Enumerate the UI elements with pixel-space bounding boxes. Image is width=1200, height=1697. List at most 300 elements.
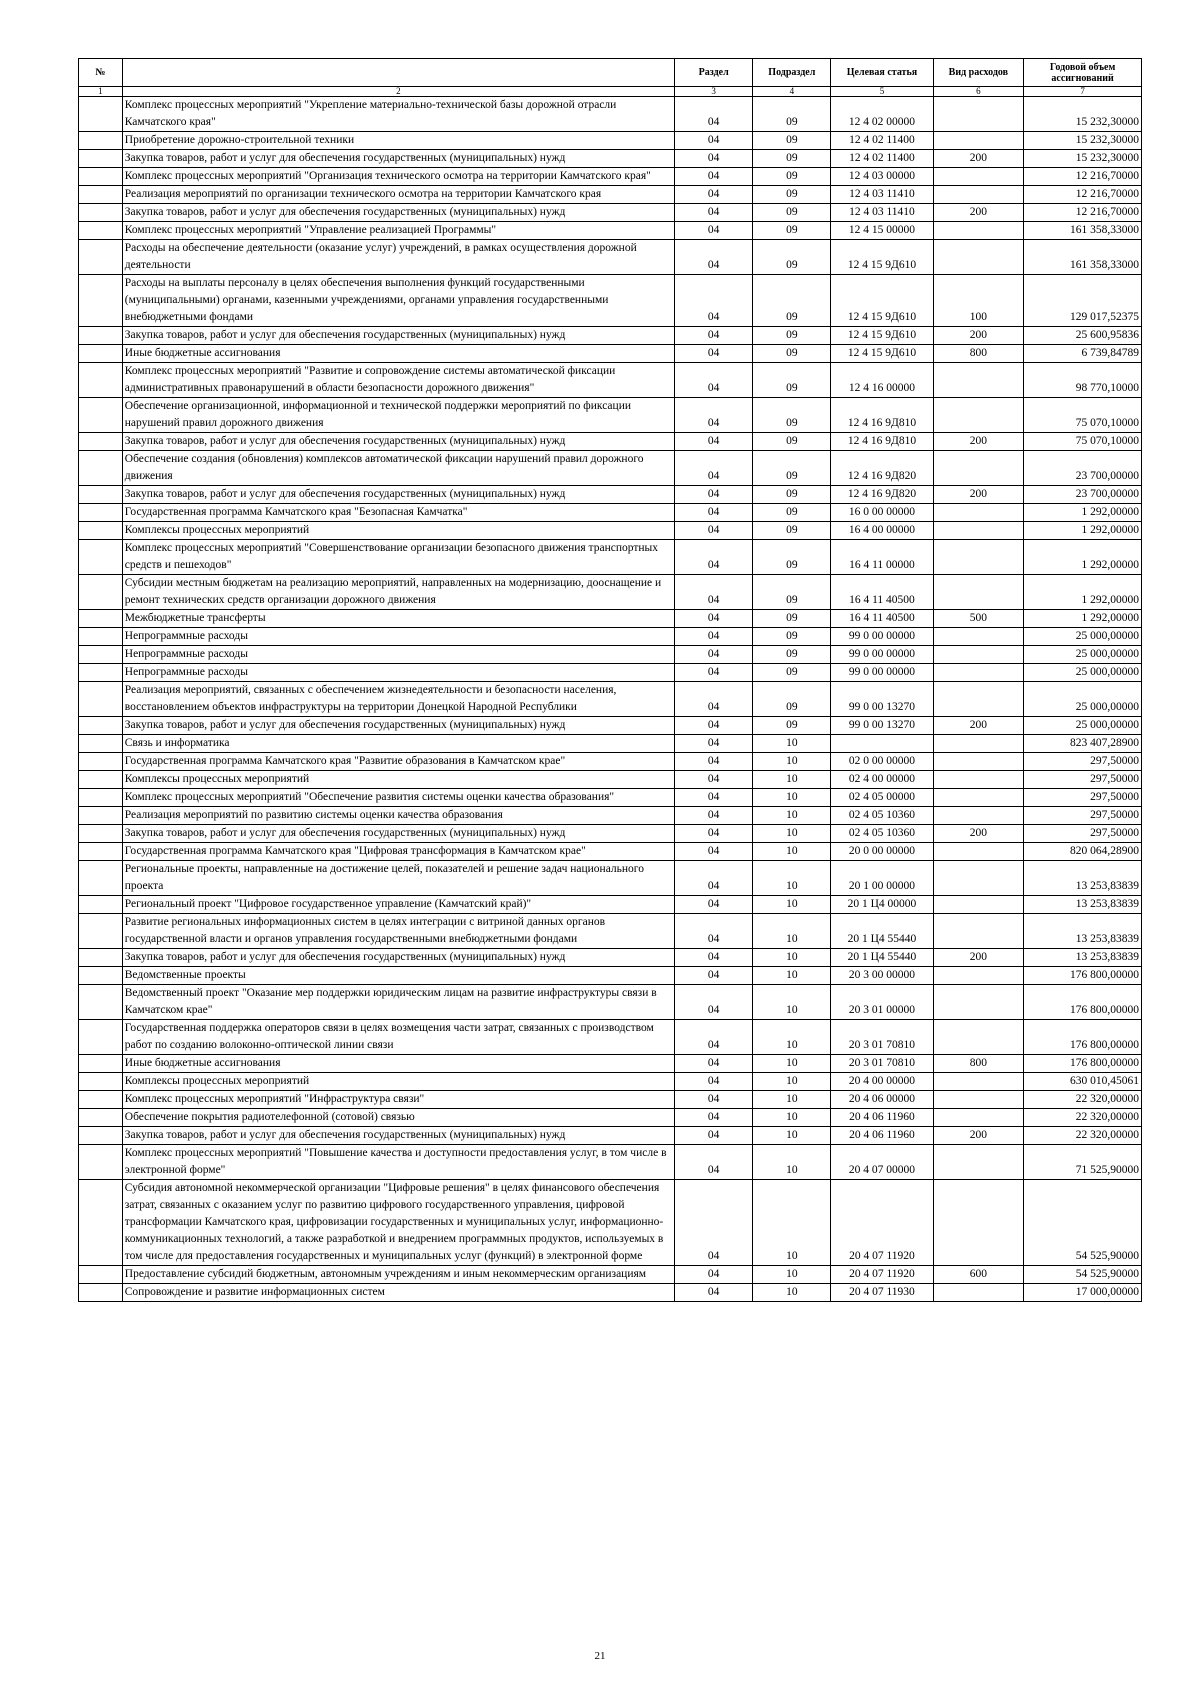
cell-target: 12 4 02 11400 (831, 150, 933, 168)
cell-name: Региональные проекты, направленные на достижение целей, показателей и решение задач национального проекта (122, 861, 674, 896)
cell-expense (933, 1073, 1024, 1091)
cell-name: Непрограммные расходы (122, 646, 674, 664)
cell-target: 12 4 02 00000 (831, 97, 933, 132)
cell-section: 04 (675, 825, 753, 843)
cell-num (79, 807, 123, 825)
table-row (79, 240, 1142, 275)
cell-name: Реализация мероприятий, связанных с обеспечением жизнедеятельности и безопасности населения, восстановлением объектов инфраструктуры на территории Донецкой Народной Республики (122, 682, 674, 717)
cell-amount: 129 017,52375 (1024, 275, 1142, 327)
cell-expense (933, 1109, 1024, 1127)
cell-name: Комплексы процессных мероприятий (122, 771, 674, 789)
cell-amount: 17 000,00000 (1024, 1284, 1142, 1302)
cell-section: 04 (675, 504, 753, 522)
cell-subsection: 10 (753, 1055, 831, 1073)
cell-amount: 1 292,00000 (1024, 540, 1142, 575)
cell-name: Развитие региональных информационных систем в целях интеграции с витриной данных органов государственной власти и органов управления государственными внебюджетными фондами (122, 914, 674, 949)
cell-num (79, 363, 123, 398)
cell-section: 04 (675, 914, 753, 949)
cell-name: Обеспечение создания (обновления) комплексов автоматической фиксации нарушений правил дорожного движения (122, 451, 674, 486)
cell-amount: 98 770,10000 (1024, 363, 1142, 398)
cell-name: Непрограммные расходы (122, 664, 674, 682)
cell-name: Закупка товаров, работ и услуг для обеспечения государственных (муниципальных) нужд (122, 486, 674, 504)
cell-num (79, 486, 123, 504)
cell-subsection: 09 (753, 486, 831, 504)
cell-section: 04 (675, 1055, 753, 1073)
cell-name: Непрограммные расходы (122, 628, 674, 646)
cell-name: Связь и информатика (122, 735, 674, 753)
cell-target: 20 4 07 11930 (831, 1284, 933, 1302)
table-row (79, 753, 1142, 771)
table-row (79, 1091, 1142, 1109)
cell-subsection: 10 (753, 1091, 831, 1109)
cell-section: 04 (675, 646, 753, 664)
cell-amount: 6 739,84789 (1024, 345, 1142, 363)
header-amount: Годовой объем ассигнований (1024, 59, 1142, 87)
cell-target: 20 1 00 00000 (831, 861, 933, 896)
cell-subsection: 09 (753, 433, 831, 451)
cell-num (79, 575, 123, 610)
cell-subsection: 09 (753, 168, 831, 186)
cell-num (79, 186, 123, 204)
cell-amount: 13 253,83839 (1024, 914, 1142, 949)
cell-amount: 161 358,33000 (1024, 222, 1142, 240)
cell-section: 04 (675, 186, 753, 204)
cell-num (79, 240, 123, 275)
cell-expense (933, 186, 1024, 204)
cell-name: Ведомственный проект "Оказание мер поддержки юридическим лицам на развитие инфраструктуры связи в Камчатском крае" (122, 985, 674, 1020)
cell-section: 04 (675, 398, 753, 433)
cell-expense (933, 682, 1024, 717)
table-row (79, 717, 1142, 735)
cell-num (79, 861, 123, 896)
cell-amount: 1 292,00000 (1024, 504, 1142, 522)
cell-amount: 176 800,00000 (1024, 967, 1142, 985)
table-row (79, 168, 1142, 186)
cell-section: 04 (675, 1266, 753, 1284)
cell-name: Расходы на обеспечение деятельности (оказание услуг) учреждений, в рамках осуществления дорожной деятельности (122, 240, 674, 275)
cell-name: Иные бюджетные ассигнования (122, 345, 674, 363)
cell-subsection: 09 (753, 664, 831, 682)
cell-name: Региональный проект "Цифровое государственное управление (Камчатский край)" (122, 896, 674, 914)
cell-subsection: 09 (753, 150, 831, 168)
cell-num (79, 327, 123, 345)
cell-expense: 200 (933, 327, 1024, 345)
cell-subsection: 10 (753, 789, 831, 807)
cell-amount: 297,50000 (1024, 789, 1142, 807)
header-expense: Вид расходов (933, 59, 1024, 87)
table-row (79, 861, 1142, 896)
table-row (79, 1073, 1142, 1091)
cell-amount: 297,50000 (1024, 807, 1142, 825)
cell-target: 99 0 00 00000 (831, 628, 933, 646)
cell-section: 04 (675, 522, 753, 540)
cell-amount: 13 253,83839 (1024, 896, 1142, 914)
cell-name: Сопровождение и развитие информационных систем (122, 1284, 674, 1302)
cell-num (79, 682, 123, 717)
header-section: Раздел (675, 59, 753, 87)
cell-target: 16 4 11 40500 (831, 610, 933, 628)
cell-expense: 200 (933, 486, 1024, 504)
table-row (79, 628, 1142, 646)
cell-section: 04 (675, 807, 753, 825)
cell-amount: 1 292,00000 (1024, 610, 1142, 628)
table-row (79, 843, 1142, 861)
cell-section: 04 (675, 628, 753, 646)
cell-subsection: 10 (753, 914, 831, 949)
cell-subsection: 09 (753, 97, 831, 132)
table-row (79, 735, 1142, 753)
cell-expense (933, 896, 1024, 914)
cell-section: 04 (675, 1091, 753, 1109)
page-number: 21 (594, 1650, 606, 1662)
cell-target: 20 3 01 70810 (831, 1055, 933, 1073)
cell-amount: 12 216,70000 (1024, 168, 1142, 186)
cell-subsection: 10 (753, 985, 831, 1020)
table-row (79, 222, 1142, 240)
cell-num (79, 150, 123, 168)
cell-target: 16 4 00 00000 (831, 522, 933, 540)
cell-name: Закупка товаров, работ и услуг для обеспечения государственных (муниципальных) нужд (122, 717, 674, 735)
cell-amount: 630 010,45061 (1024, 1073, 1142, 1091)
cell-section: 04 (675, 222, 753, 240)
cell-amount: 823 407,28900 (1024, 735, 1142, 753)
cell-subsection: 10 (753, 1073, 831, 1091)
cell-amount: 176 800,00000 (1024, 1055, 1142, 1073)
cell-amount: 176 800,00000 (1024, 1020, 1142, 1055)
cell-num (79, 1127, 123, 1145)
table-row (79, 914, 1142, 949)
cell-num (79, 398, 123, 433)
cell-expense (933, 628, 1024, 646)
table-row (79, 486, 1142, 504)
cell-expense (933, 771, 1024, 789)
header-name (122, 59, 674, 87)
cell-target: 02 4 00 00000 (831, 771, 933, 789)
cell-name: Государственная программа Камчатского края "Развитие образования в Камчатском крае" (122, 753, 674, 771)
cell-target: 12 4 03 11410 (831, 204, 933, 222)
cell-name: Комплексы процессных мероприятий (122, 522, 674, 540)
table-row (79, 610, 1142, 628)
cell-expense: 200 (933, 825, 1024, 843)
table-row (79, 363, 1142, 398)
cell-section: 04 (675, 204, 753, 222)
cell-num (79, 717, 123, 735)
cell-section: 04 (675, 1109, 753, 1127)
cell-section: 04 (675, 949, 753, 967)
table-row (79, 150, 1142, 168)
cell-section: 04 (675, 717, 753, 735)
table-row (79, 896, 1142, 914)
table-row (79, 433, 1142, 451)
cell-subsection: 10 (753, 771, 831, 789)
cell-target: 12 4 15 9Д610 (831, 240, 933, 275)
cell-name: Комплекс процессных мероприятий "Укрепление материально-технической базы дорожной отрасли Камчатского края" (122, 97, 674, 132)
cell-num (79, 1145, 123, 1180)
cell-amount: 297,50000 (1024, 771, 1142, 789)
cell-expense (933, 575, 1024, 610)
cell-expense (933, 97, 1024, 132)
cell-section: 04 (675, 1180, 753, 1266)
cell-expense (933, 168, 1024, 186)
cell-section: 04 (675, 896, 753, 914)
cell-expense: 200 (933, 949, 1024, 967)
cell-target: 20 1 Ц4 55440 (831, 949, 933, 967)
cell-name: Иные бюджетные ассигнования (122, 1055, 674, 1073)
cell-expense (933, 504, 1024, 522)
cell-num (79, 504, 123, 522)
cell-target: 12 4 16 9Д820 (831, 486, 933, 504)
table-row (79, 682, 1142, 717)
cell-name: Закупка товаров, работ и услуг для обеспечения государственных (муниципальных) нужд (122, 150, 674, 168)
cell-amount: 13 253,83839 (1024, 949, 1142, 967)
cell-amount: 12 216,70000 (1024, 204, 1142, 222)
cell-amount: 25 000,00000 (1024, 628, 1142, 646)
cell-name: Комплексы процессных мероприятий (122, 1073, 674, 1091)
cell-num (79, 1284, 123, 1302)
table-row (79, 1109, 1142, 1127)
cell-expense (933, 1091, 1024, 1109)
cell-subsection: 09 (753, 504, 831, 522)
cell-expense: 800 (933, 1055, 1024, 1073)
table-row (79, 1127, 1142, 1145)
cell-num (79, 204, 123, 222)
cell-subsection: 09 (753, 275, 831, 327)
cell-name: Субсидия автономной некоммерческой организации "Цифровые решения" в целях финансового обеспечения затрат, связанных с оказанием услуг по развитию цифрового государственного управления, цифровой трансформации Камчатского края, цифровизации государственных и муниципальных услуг, информационно-коммуникационных технологий, а также разработкой и внедрением программных продуктов, используемых в том числе для предоставления государственных и муниципальных услуг (функций) в электронной форме (122, 1180, 674, 1266)
cell-amount: 23 700,00000 (1024, 486, 1142, 504)
header-col-number: 3 (675, 87, 753, 97)
table-row (79, 540, 1142, 575)
cell-target: 12 4 15 9Д610 (831, 327, 933, 345)
cell-section: 04 (675, 735, 753, 753)
cell-subsection: 10 (753, 1145, 831, 1180)
cell-amount: 1 292,00000 (1024, 522, 1142, 540)
cell-name: Государственная программа Камчатского края "Цифровая трансформация в Камчатском крае" (122, 843, 674, 861)
cell-expense (933, 1284, 1024, 1302)
cell-amount: 1 292,00000 (1024, 575, 1142, 610)
header-col-number: 1 (79, 87, 123, 97)
cell-subsection: 09 (753, 610, 831, 628)
table-row (79, 504, 1142, 522)
cell-num (79, 771, 123, 789)
cell-section: 04 (675, 682, 753, 717)
cell-target: 16 0 00 00000 (831, 504, 933, 522)
table-row (79, 789, 1142, 807)
cell-target: 99 0 00 13270 (831, 682, 933, 717)
cell-subsection: 10 (753, 1127, 831, 1145)
cell-amount: 25 000,00000 (1024, 664, 1142, 682)
cell-num (79, 896, 123, 914)
cell-section: 04 (675, 753, 753, 771)
cell-target: 20 1 Ц4 00000 (831, 896, 933, 914)
cell-target: 20 4 00 00000 (831, 1073, 933, 1091)
cell-amount: 71 525,90000 (1024, 1145, 1142, 1180)
cell-name: Государственная программа Камчатского края "Безопасная Камчатка" (122, 504, 674, 522)
cell-section: 04 (675, 540, 753, 575)
cell-subsection: 09 (753, 628, 831, 646)
header-col-number: 7 (1024, 87, 1142, 97)
table-row (79, 1020, 1142, 1055)
cell-num (79, 97, 123, 132)
cell-target: 16 4 11 00000 (831, 540, 933, 575)
cell-expense (933, 735, 1024, 753)
cell-num (79, 1109, 123, 1127)
header-col-number: 6 (933, 87, 1024, 97)
cell-section: 04 (675, 327, 753, 345)
cell-expense (933, 664, 1024, 682)
cell-amount: 12 216,70000 (1024, 186, 1142, 204)
cell-subsection: 09 (753, 363, 831, 398)
cell-target: 99 0 00 13270 (831, 717, 933, 735)
cell-amount: 22 320,00000 (1024, 1109, 1142, 1127)
table-row (79, 825, 1142, 843)
cell-subsection: 10 (753, 1266, 831, 1284)
table-row (79, 1266, 1142, 1284)
cell-subsection: 09 (753, 682, 831, 717)
cell-amount: 54 525,90000 (1024, 1266, 1142, 1284)
cell-name: Закупка товаров, работ и услуг для обеспечения государственных (муниципальных) нужд (122, 949, 674, 967)
table-row (79, 132, 1142, 150)
table-row (79, 345, 1142, 363)
table-row (79, 522, 1142, 540)
cell-amount: 25 000,00000 (1024, 682, 1142, 717)
cell-subsection: 10 (753, 753, 831, 771)
cell-num (79, 540, 123, 575)
cell-subsection: 09 (753, 345, 831, 363)
cell-name: Закупка товаров, работ и услуг для обеспечения государственных (муниципальных) нужд (122, 327, 674, 345)
cell-num (79, 1020, 123, 1055)
cell-expense (933, 522, 1024, 540)
table-row (79, 1055, 1142, 1073)
cell-amount: 25 000,00000 (1024, 646, 1142, 664)
header-subsection: Подраздел (753, 59, 831, 87)
cell-expense (933, 967, 1024, 985)
cell-name: Комплекс процессных мероприятий "Совершенствование организации безопасного движения транспортных средств и пешеходов" (122, 540, 674, 575)
cell-target: 20 4 06 11960 (831, 1109, 933, 1127)
cell-num (79, 985, 123, 1020)
table-row (79, 967, 1142, 985)
cell-amount: 25 600,95836 (1024, 327, 1142, 345)
table-row (79, 1180, 1142, 1266)
cell-amount: 54 525,90000 (1024, 1180, 1142, 1266)
table-row (79, 204, 1142, 222)
cell-amount: 22 320,00000 (1024, 1127, 1142, 1145)
cell-name: Закупка товаров, работ и услуг для обеспечения государственных (муниципальных) нужд (122, 825, 674, 843)
cell-section: 04 (675, 967, 753, 985)
cell-target: 20 3 00 00000 (831, 967, 933, 985)
cell-expense (933, 1180, 1024, 1266)
cell-target: 20 4 07 00000 (831, 1145, 933, 1180)
cell-name: Закупка товаров, работ и услуг для обеспечения государственных (муниципальных) нужд (122, 1127, 674, 1145)
cell-section: 04 (675, 1073, 753, 1091)
cell-section: 04 (675, 664, 753, 682)
cell-num (79, 914, 123, 949)
cell-amount: 176 800,00000 (1024, 985, 1142, 1020)
cell-num (79, 275, 123, 327)
cell-target: 20 4 06 00000 (831, 1091, 933, 1109)
cell-amount: 15 232,30000 (1024, 150, 1142, 168)
cell-name: Предоставление субсидий бюджетным, автономным учреждениям и иным некоммерческим организациям (122, 1266, 674, 1284)
cell-amount: 15 232,30000 (1024, 132, 1142, 150)
cell-amount: 75 070,10000 (1024, 433, 1142, 451)
cell-name: Обеспечение организационной, информационной и технической поддержки мероприятий по фиксации нарушений правил дорожного движения (122, 398, 674, 433)
cell-num (79, 451, 123, 486)
cell-amount: 25 000,00000 (1024, 717, 1142, 735)
cell-subsection: 10 (753, 807, 831, 825)
cell-num (79, 949, 123, 967)
cell-section: 04 (675, 575, 753, 610)
cell-name: Комплекс процессных мероприятий "Управление реализацией Программы" (122, 222, 674, 240)
cell-target: 02 0 00 00000 (831, 753, 933, 771)
table-row (79, 186, 1142, 204)
cell-section: 04 (675, 861, 753, 896)
cell-expense (933, 451, 1024, 486)
cell-target: 99 0 00 00000 (831, 646, 933, 664)
table-row (79, 664, 1142, 682)
cell-expense (933, 646, 1024, 664)
cell-num (79, 132, 123, 150)
cell-section: 04 (675, 433, 753, 451)
cell-target: 12 4 03 00000 (831, 168, 933, 186)
cell-num (79, 646, 123, 664)
cell-name: Закупка товаров, работ и услуг для обеспечения государственных (муниципальных) нужд (122, 433, 674, 451)
cell-num (79, 1180, 123, 1266)
cell-target: 12 4 16 9Д810 (831, 398, 933, 433)
header-col-number: 2 (122, 87, 674, 97)
table-row (79, 771, 1142, 789)
cell-subsection: 09 (753, 540, 831, 575)
cell-num (79, 222, 123, 240)
cell-num (79, 345, 123, 363)
cell-target: 02 4 05 10360 (831, 807, 933, 825)
cell-subsection: 10 (753, 825, 831, 843)
cell-num (79, 1091, 123, 1109)
cell-name: Комплекс процессных мероприятий "Обеспечение развития системы оценки качества образования" (122, 789, 674, 807)
cell-target (831, 735, 933, 753)
table-row (79, 575, 1142, 610)
cell-section: 04 (675, 843, 753, 861)
cell-expense (933, 222, 1024, 240)
cell-section: 04 (675, 240, 753, 275)
cell-target: 16 4 11 40500 (831, 575, 933, 610)
header-col-number: 4 (753, 87, 831, 97)
cell-section: 04 (675, 132, 753, 150)
cell-num (79, 735, 123, 753)
cell-name: Субсидии местным бюджетам на реализацию мероприятий, направленных на модернизацию, дооснащение и ремонт технических средств организации дорожного движения (122, 575, 674, 610)
cell-num (79, 967, 123, 985)
cell-target: 99 0 00 00000 (831, 664, 933, 682)
cell-subsection: 10 (753, 967, 831, 985)
cell-section: 04 (675, 275, 753, 327)
cell-num (79, 1055, 123, 1073)
cell-target: 12 4 16 9Д810 (831, 433, 933, 451)
cell-expense (933, 1020, 1024, 1055)
cell-expense: 800 (933, 345, 1024, 363)
cell-section: 04 (675, 610, 753, 628)
cell-expense: 500 (933, 610, 1024, 628)
table-row (79, 807, 1142, 825)
cell-expense (933, 789, 1024, 807)
cell-subsection: 09 (753, 646, 831, 664)
cell-subsection: 10 (753, 1020, 831, 1055)
cell-target: 20 4 07 11920 (831, 1180, 933, 1266)
cell-target: 20 3 01 70810 (831, 1020, 933, 1055)
cell-num (79, 628, 123, 646)
cell-target: 12 4 15 9Д610 (831, 345, 933, 363)
cell-expense (933, 1145, 1024, 1180)
cell-name: Комплекс процессных мероприятий "Повышение качества и доступности предоставления услуг, в том числе в электронной форме" (122, 1145, 674, 1180)
cell-expense: 200 (933, 433, 1024, 451)
cell-expense: 100 (933, 275, 1024, 327)
